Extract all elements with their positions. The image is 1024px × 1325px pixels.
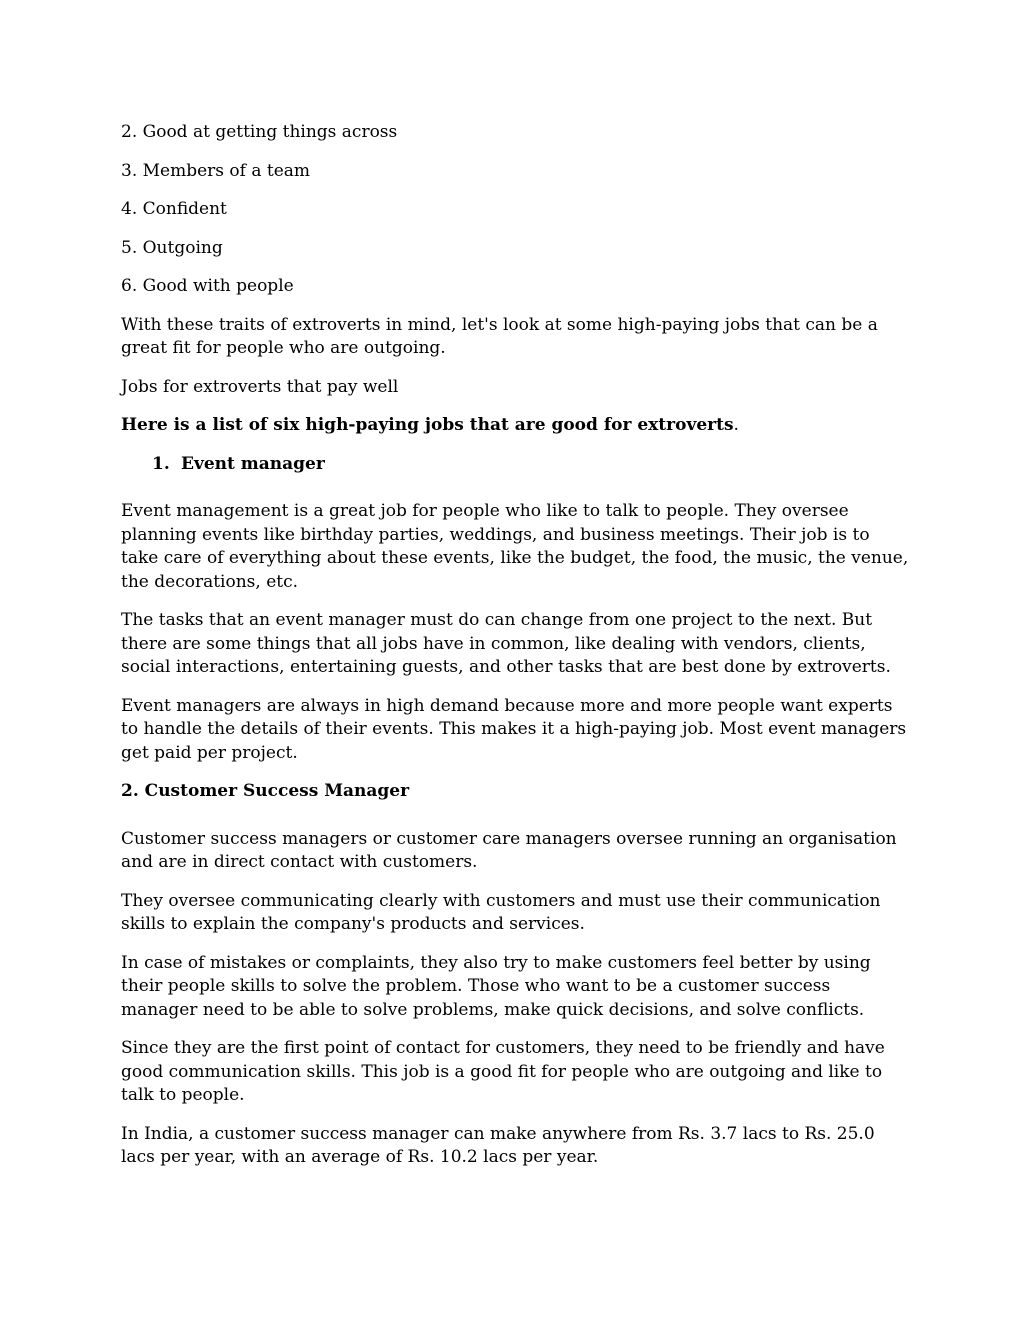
list-intro	[121, 414, 911, 438]
job1-title: Event manager	[181, 453, 325, 474]
section-heading: Jobs for extroverts that pay well	[121, 376, 399, 397]
job1-paragraph: The tasks that an event manager must do can change from one project to the next. But there are some things that all jobs have in common, like dealing with vendors, clients, social interactions, entertaining guests, and other tasks that are best done by extroverts.	[121, 610, 891, 677]
job2-paragraph: Since they are the first point of contact for customers, they need to be friendly and have good communication skills. This job is a good fit for people who are outgoing and like to talk to people.	[121, 1038, 885, 1105]
job2-paragraph: In India, a customer success manager can make anywhere from Rs. 3.7 lacs to Rs. 25.0 lacs per year, with an average of Rs. 10.2 lacs per year.	[121, 1123, 875, 1167]
job2-paragraph: They oversee communicating clearly with customers and must use their communication skills to explain the company's products and services.	[121, 890, 881, 934]
trait-item: 5. Outgoing	[121, 237, 223, 258]
trait-item: 3. Members of a team	[121, 160, 311, 181]
job1-number: 1.	[152, 453, 170, 474]
job1-paragraph: Event managers are always in high demand because more and more people want experts to handle the details of their events. This makes it a high-paying job. Most event managers get paid per project.	[121, 695, 907, 763]
job1-paragraph: Event management is a great job for people who like to talk to people. They oversee planning events like birthday parties, weddings, and business meetings. Their job is to take care of everything about these events, like the budget, the food, the music, the venue, the decorations, etc.	[121, 501, 909, 592]
trait-item: 2. Good at getting things across	[121, 122, 398, 142]
list-intro-bold: Here is a list of six high-paying jobs that are good for extroverts	[121, 415, 734, 435]
job2-paragraph: Customer success managers or customer care managers oversee running an organisation and are in direct contact with customers.	[121, 828, 897, 872]
trait-item: 6. Good with people	[121, 276, 294, 296]
document-body	[121, 121, 911, 1185]
job2-heading: 2. Customer Success Manager	[121, 781, 410, 801]
list-intro-period: .	[733, 415, 739, 435]
trait-item: 4. Confident	[121, 199, 227, 219]
job2-paragraph: In case of mistakes or complaints, they also try to make customers feel better by using their people skills to solve the problem. Those who want to be a customer success manager need to be able to solve problems, make quick decisions, and solve conflicts.	[121, 952, 871, 1020]
intro-paragraph: With these traits of extroverts in mind, let's look at some high-paying jobs that can be a great fit for people who are outgoing.	[121, 314, 878, 358]
job1-heading	[121, 453, 911, 477]
